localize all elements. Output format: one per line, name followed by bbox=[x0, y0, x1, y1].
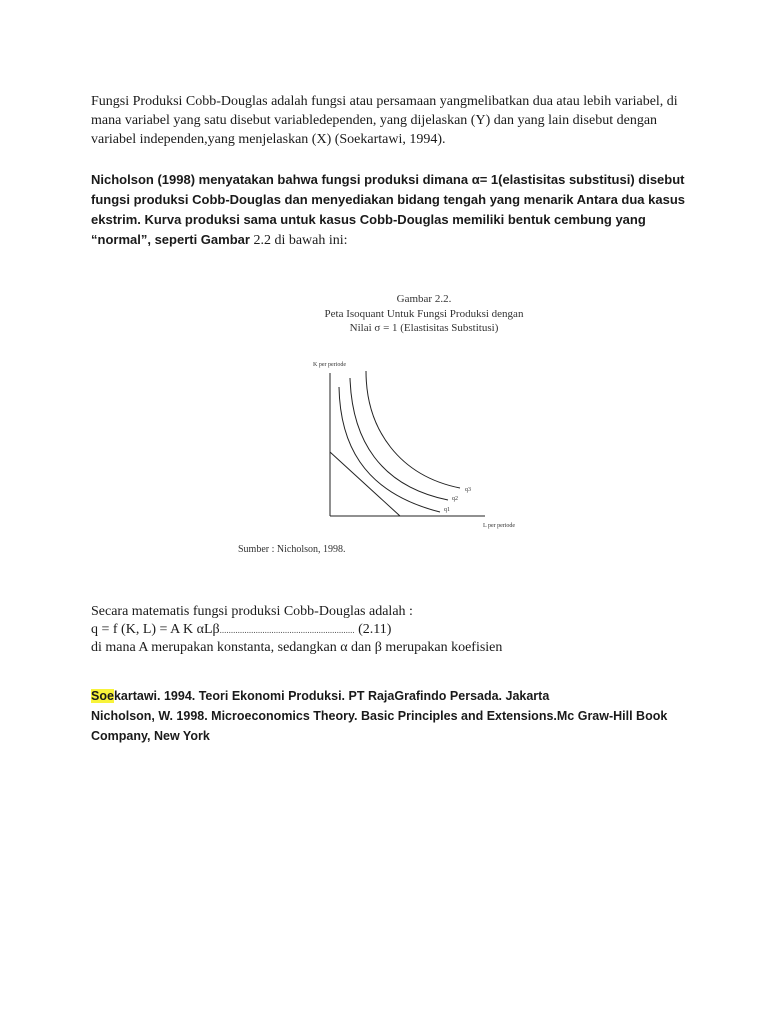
isoquant-q2 bbox=[350, 378, 448, 500]
formula-paragraph bbox=[91, 603, 691, 657]
formula-expression: q = f (K, L) = A K αLβ bbox=[91, 622, 220, 637]
reference-nicholson: Nicholson, W. 1998. Microeconomics Theory. Basic Principles and Extensions.Mc Graw-Hill Book Company, New York bbox=[91, 709, 668, 743]
formula-explanation-line: di mana A merupakan konstanta, sedangkan α dan β merupakan koefisien bbox=[91, 640, 503, 655]
nicholson-paragraph-main: Nicholson (1998) menyatakan bahwa fungsi produksi dimana α= 1(elastisitas substitusi) disebut fungsi produksi Cobb-Douglas dan menyediakan bidang tengah yang menarik Antara dua kasus ekstrim. Kurva produksi sama untuk kasus Cobb-Douglas memiliki bentuk cembung yang “normal”, seperti Gambar bbox=[91, 172, 686, 247]
curve-label-q1: q1 bbox=[444, 507, 450, 513]
nicholson-paragraph-tail: 2.2 di bawah ini: bbox=[249, 233, 348, 248]
reference-soekartawi bbox=[91, 686, 691, 706]
intro-paragraph: Fungsi Produksi Cobb-Douglas adalah fungsi atau persamaan yangmelibatkan dua atau lebih variabel, di mana variabel yang satu disebut variabledependen, yang dijelaskan (Y) dan yang lain disebut dengan variabel independen,yang menjelaskan (X) (Soekartawi, 1994). bbox=[91, 94, 678, 147]
budget-line bbox=[330, 452, 400, 516]
y-axis-label: K per periode bbox=[313, 362, 346, 368]
figure-caption-line3: Nilai σ = 1 (Elastisitas Substitusi) bbox=[349, 322, 499, 334]
formula-equation-number: (2.11) bbox=[354, 622, 392, 637]
figure-caption-line2: Peta Isoquant Untuk Fungsi Produksi dengan bbox=[324, 308, 524, 320]
isoquant-q3 bbox=[366, 371, 460, 488]
highlighted-text: Soe bbox=[91, 689, 114, 703]
formula-intro-line: Secara matematis fungsi produksi Cobb-Douglas adalah : bbox=[91, 604, 413, 619]
curve-label-q3: q3 bbox=[465, 487, 471, 493]
figure-source: Sumber : Nicholson, 1998. bbox=[238, 544, 346, 555]
reference-soekartawi-rest: kartawi. 1994. Teori Ekonomi Produksi. PT RajaGrafindo Persada. Jakarta bbox=[113, 689, 550, 703]
references bbox=[91, 686, 691, 746]
curve-label-q2: q2 bbox=[452, 496, 458, 502]
figure-caption-line1: Gambar 2.2. bbox=[396, 293, 452, 305]
formula-dot-leader: ............................................................ bbox=[219, 625, 355, 635]
x-axis-label: L per periode bbox=[483, 523, 516, 529]
formula-line bbox=[91, 621, 691, 639]
